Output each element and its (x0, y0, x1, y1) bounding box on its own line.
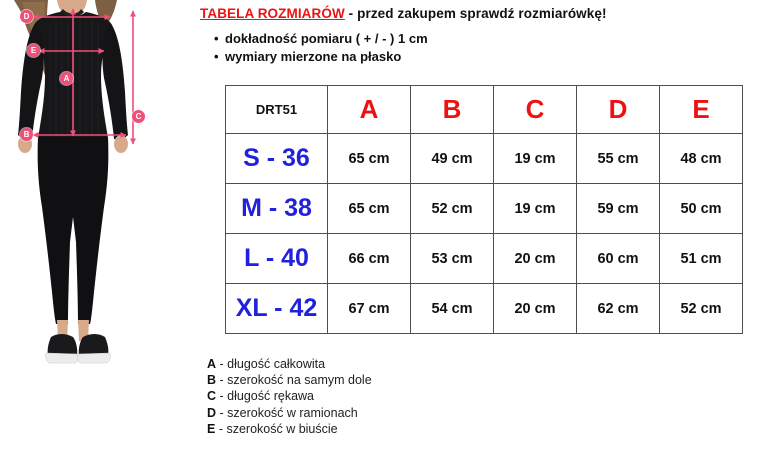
measurement-cell: 59 cm (577, 184, 660, 234)
legend-letter: A (207, 357, 217, 371)
page-title-suffix: - przed zakupem sprawdź rozmiarówkę! (344, 6, 607, 21)
table-row-s (226, 134, 743, 184)
table-row-xl (226, 284, 743, 334)
table-row-m (226, 184, 743, 234)
measurement-cell: 49 cm (411, 134, 494, 184)
measurement-cell: 48 cm (660, 134, 743, 184)
measurement-marker-c: C (132, 110, 145, 123)
note-accuracy: • dokładność pomiaru ( + / - ) 1 cm (214, 30, 760, 48)
legend-letter: D (207, 405, 217, 420)
size-cell: L - 40 (226, 234, 328, 284)
legend-separator: - (216, 373, 228, 388)
size-table (225, 85, 743, 334)
measurement-cell: 67 cm (328, 284, 411, 334)
model-silhouette (0, 0, 185, 460)
legend-text: szerokość w biuście (226, 421, 338, 436)
header (200, 6, 760, 66)
legend-letter: B (207, 373, 217, 388)
measurement-legend (207, 356, 372, 437)
measurement-cell: 19 cm (494, 134, 577, 184)
legend-text: szerokość na samym dole (227, 373, 372, 388)
legend-item-e (207, 421, 372, 437)
table-row-l (226, 234, 743, 284)
measurement-cell: 50 cm (660, 184, 743, 234)
measurement-cell: 65 cm (328, 134, 411, 184)
legend-item-b (207, 372, 372, 388)
measurement-notes (214, 30, 760, 66)
measurement-marker-b: B (20, 128, 33, 141)
sneaker-left-sole (46, 353, 79, 363)
column-header-d: D (577, 86, 660, 134)
sneaker-left-upper (48, 334, 78, 356)
measurement-cell: 54 cm (411, 284, 494, 334)
sweater-sleeve-right (102, 22, 128, 139)
legend-text: długość całkowita (227, 357, 326, 371)
legend-text: długość rękawa (227, 389, 314, 404)
measurement-cell: 62 cm (577, 284, 660, 334)
legend-item-c (207, 388, 372, 404)
model-photo (0, 0, 185, 460)
page-title (200, 6, 760, 21)
column-header-b: B (411, 86, 494, 134)
column-header-c: C (494, 86, 577, 134)
model-leggings (38, 137, 109, 324)
measurement-marker-a: A (60, 72, 73, 85)
legend-text: szerokość w ramionach (227, 405, 358, 420)
column-header-a: A (328, 86, 411, 134)
measurement-cell: 20 cm (494, 234, 577, 284)
legend-separator: - (215, 421, 227, 436)
measurement-cell: 19 cm (494, 184, 577, 234)
measurement-cell: 52 cm (411, 184, 494, 234)
legend-separator: - (216, 357, 228, 371)
legend-item-a (207, 356, 372, 372)
size-cell: M - 38 (226, 184, 328, 234)
column-header-e: E (660, 86, 743, 134)
sneaker-right-upper (79, 334, 109, 356)
measurement-cell: 65 cm (328, 184, 411, 234)
sneaker-right-sole (78, 353, 111, 363)
measurement-cell: 20 cm (494, 284, 577, 334)
legend-separator: - (216, 389, 228, 404)
page-title-highlight: TABELA ROZMIARÓW (200, 6, 345, 21)
measurement-cell: 52 cm (660, 284, 743, 334)
measurement-cell: 55 cm (577, 134, 660, 184)
size-cell: S - 36 (226, 134, 328, 184)
legend-letter: C (207, 389, 217, 404)
table-header-row (226, 86, 743, 134)
measurement-cell: 51 cm (660, 234, 743, 284)
note-flat-measure: • wymiary mierzone na płasko (214, 48, 760, 66)
legend-letter: E (207, 421, 216, 436)
model-hand-right (114, 135, 128, 153)
measurement-cell: 66 cm (328, 234, 411, 284)
legend-separator: - (216, 405, 228, 420)
product-code-cell: DRT51 (226, 86, 328, 134)
legend-item-d (207, 405, 372, 421)
measurement-marker-e: E (27, 44, 40, 57)
size-cell: XL - 42 (226, 284, 328, 334)
measurement-cell: 60 cm (577, 234, 660, 284)
measurement-cell: 53 cm (411, 234, 494, 284)
measurement-marker-d: D (20, 10, 33, 23)
sweater-sleeve-left (18, 22, 44, 139)
